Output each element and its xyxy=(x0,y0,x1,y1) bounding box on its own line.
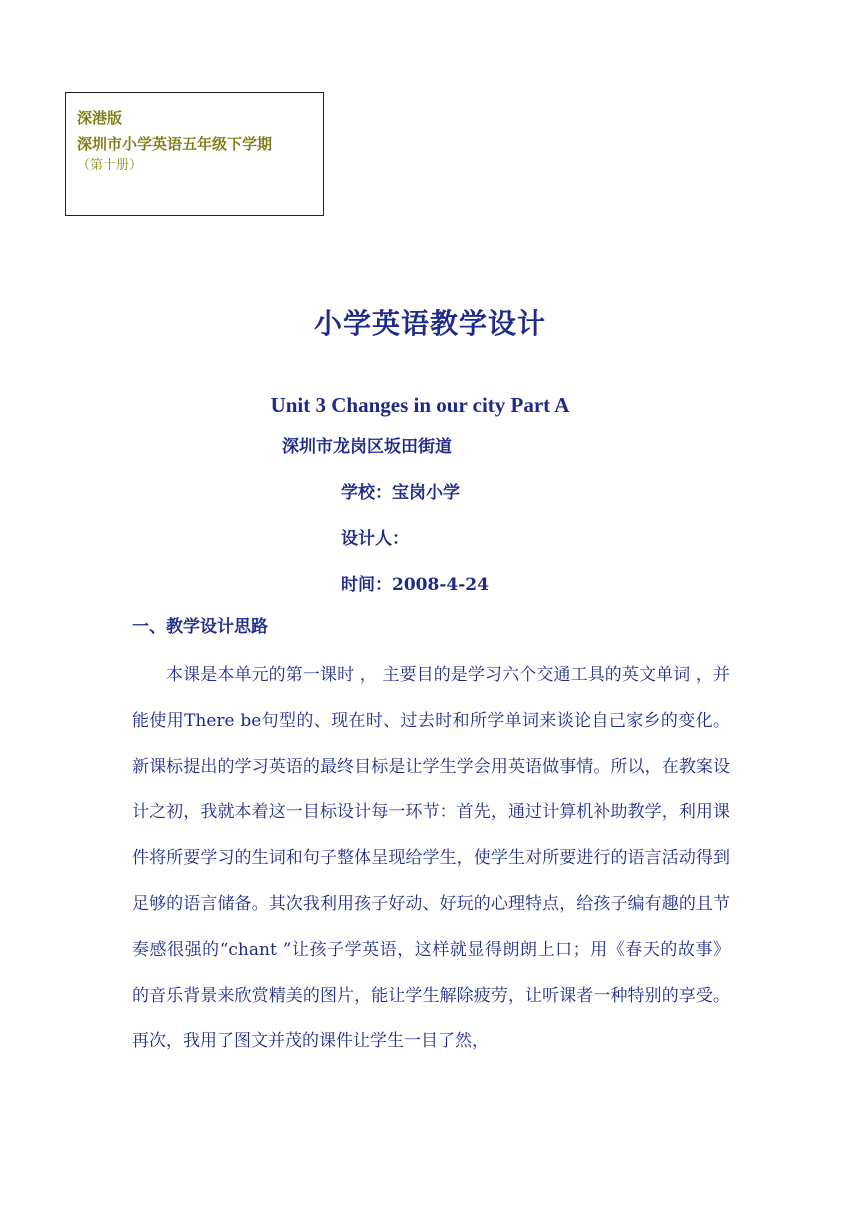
designer-line: 设计人： xyxy=(341,529,409,549)
district-line: 深圳市龙岗区坂田街道 xyxy=(282,437,452,457)
edition-info-box xyxy=(65,92,324,216)
school-line: 学校：宝岗小学 xyxy=(341,483,460,503)
section-heading: 一、教学设计思路 xyxy=(132,617,268,637)
grade-term-label: 深圳市小学英语五年级下学期 xyxy=(77,135,273,153)
document-title: 小学英语教学设计 xyxy=(313,307,546,340)
body-paragraph: 本课是本单元的第一课时 ， 主要目的是学习六个交通工具的英文单词 ，并能使用There be句型的、现在时、过去时和所学单词来谈论自己家乡的变化。新课标提出的学习英语的最终目标是让学生学会用英语做事情。所以，在教案设计之初，我就本着这一目标设计每一环节：首先，通过计算机补助教学，利用课件将所要学习的生词和句子整体呈现给学生，使学生对所要进行的语言活动得到足够的语言储备。其次我利用孩子好动、好玩的心理特点，给孩子编有趣的且节奏感很强的“chant ”让孩子学英语，这样就显得朗朗上口；用《春天的故事》的音乐背景来欣赏精美的图片，能让学生解除疲劳，让听课者一种特别的享受。再次，我用了图文并茂的课件让学生一目了然， xyxy=(132,665,730,1052)
unit-title: Unit 3 Changes in our city Part A xyxy=(270,393,570,417)
volume-label: （第十册） xyxy=(77,158,143,173)
edition-label: 深港版 xyxy=(77,109,123,127)
section-body xyxy=(132,653,730,1065)
date-line: 时间：2008-4-24 xyxy=(341,575,489,595)
